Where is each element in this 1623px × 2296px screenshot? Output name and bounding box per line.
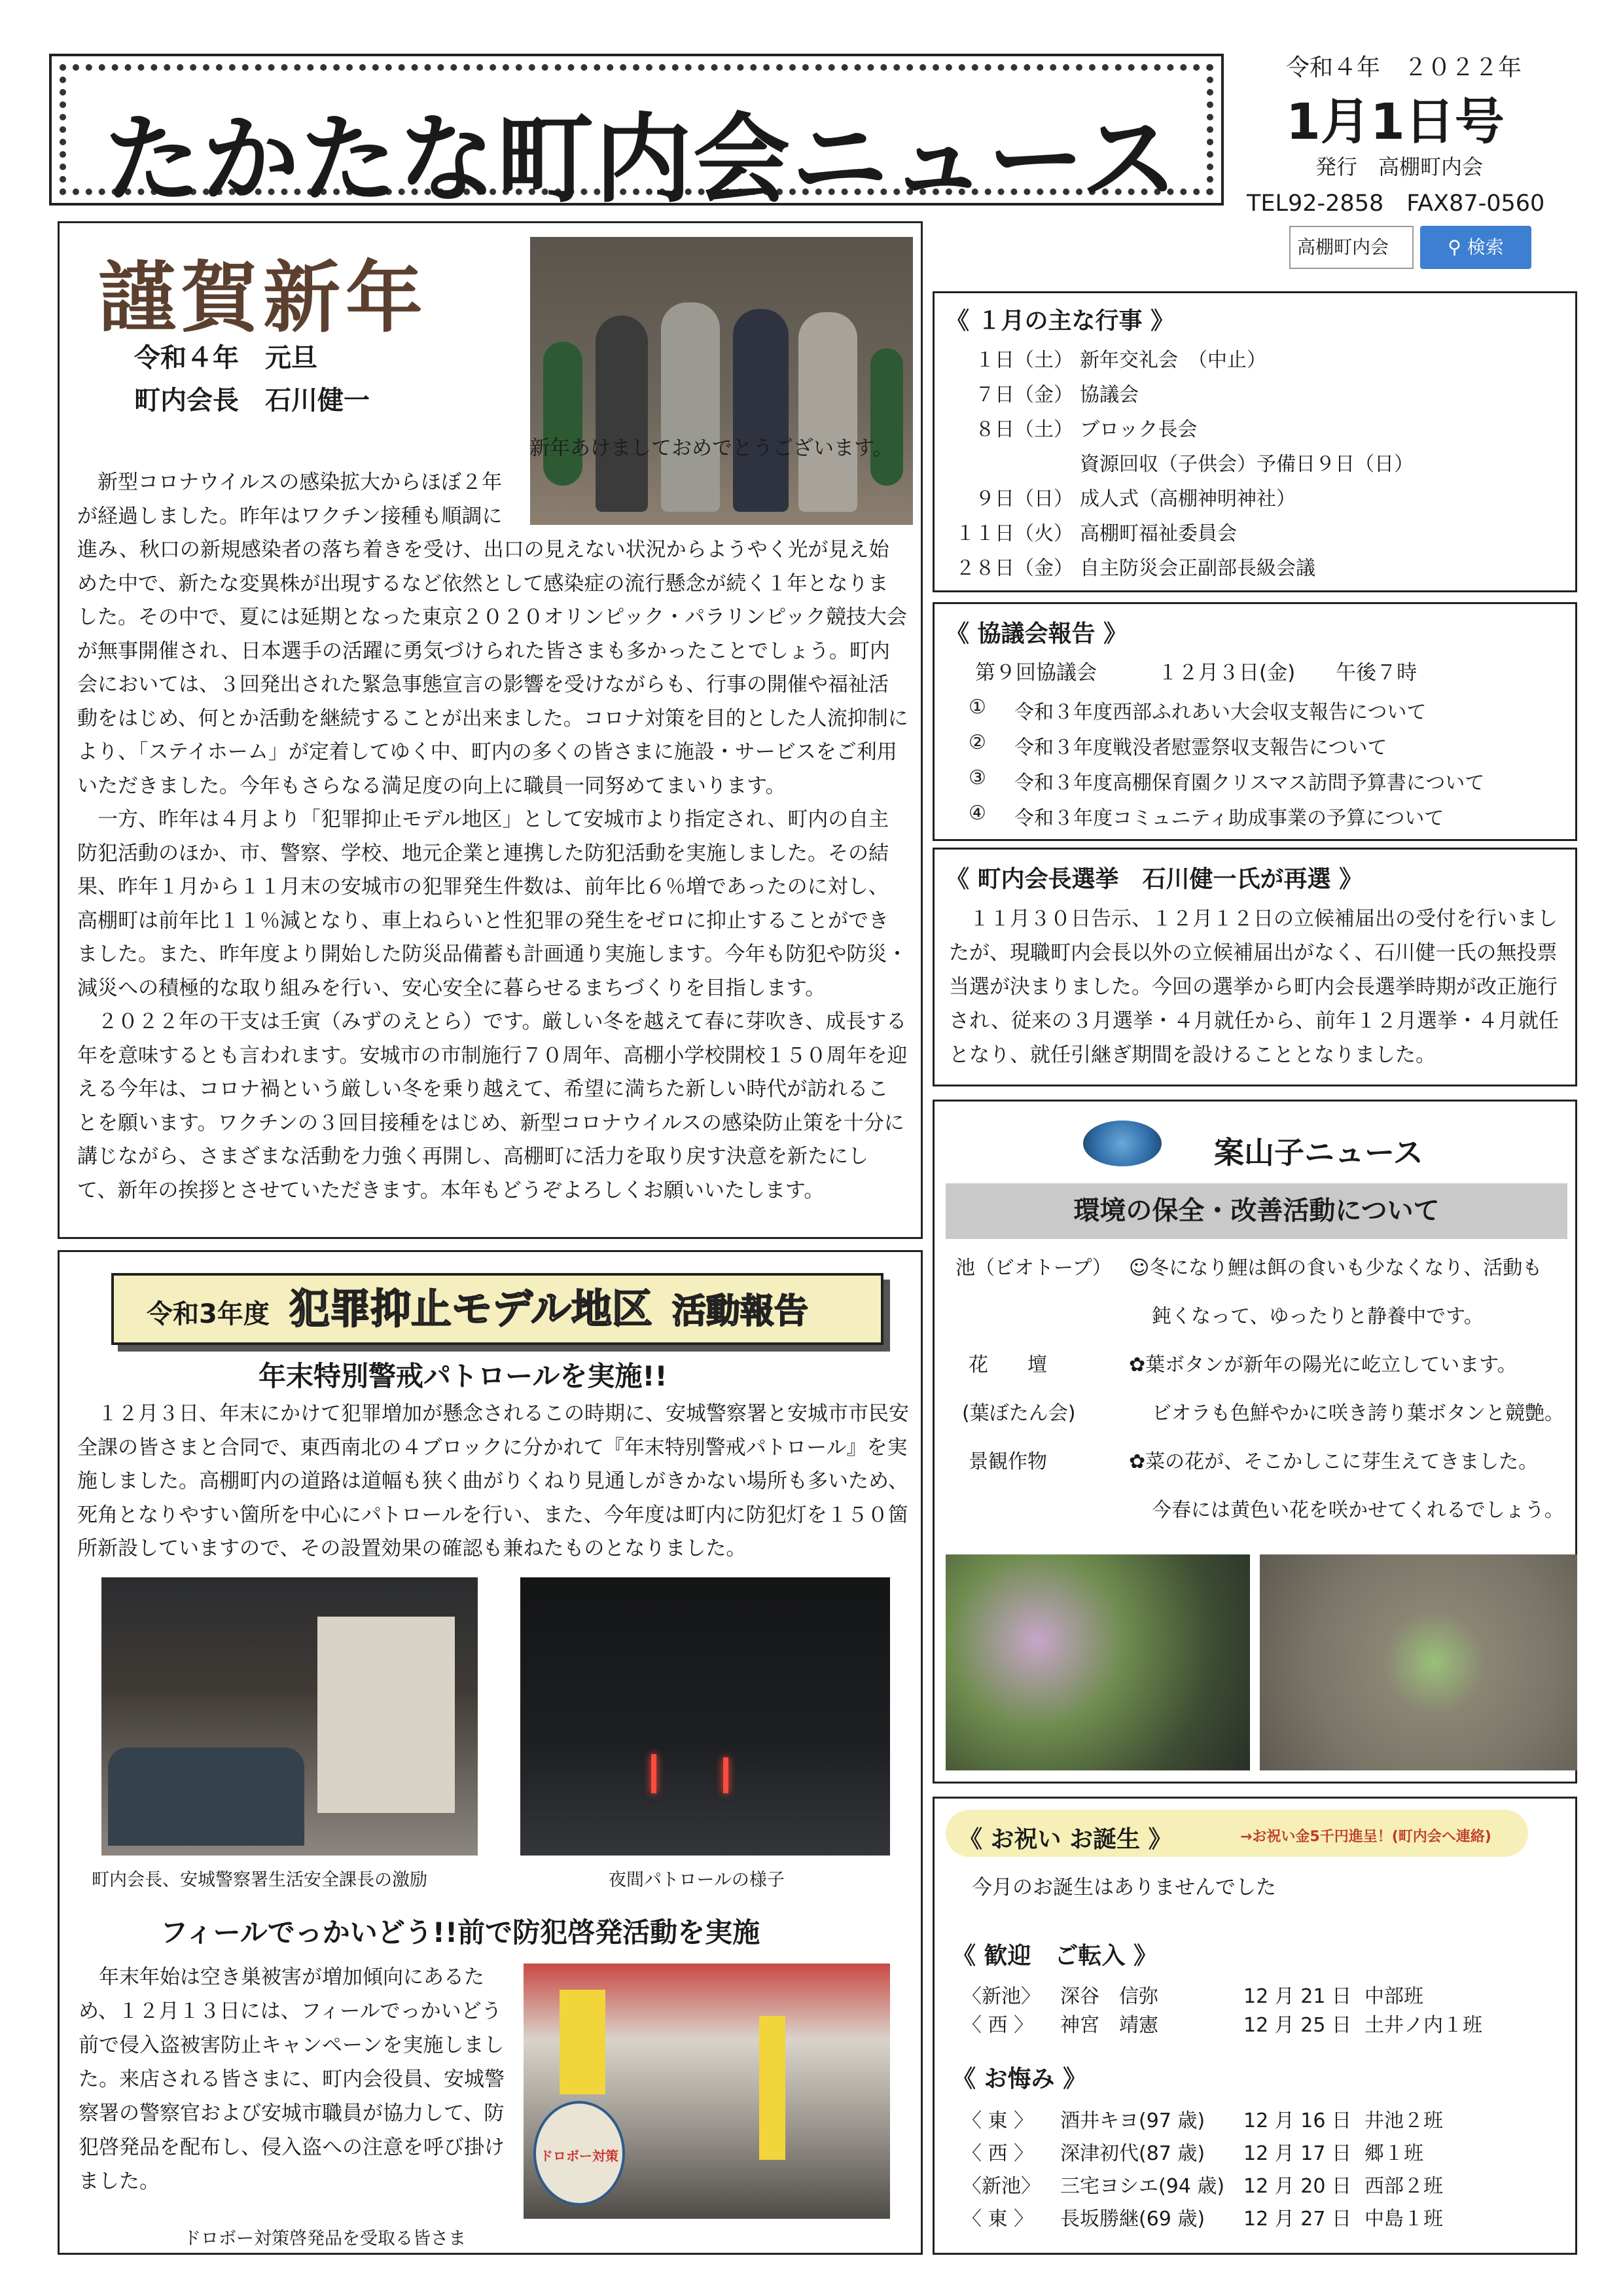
events-heading: 《 １月の主な行事 》 <box>946 308 1175 334</box>
search-icon: ⚲ <box>1448 236 1467 258</box>
welcome-list <box>962 1980 1571 2045</box>
greeting-author: 町内会長 石川健一 <box>134 386 370 416</box>
welcome-name: 神宮 靖憲 <box>1060 2014 1158 2037</box>
rapeseed-sprout-photo <box>1260 1554 1577 1770</box>
patrol-body-wrap <box>77 1397 912 1566</box>
issue-number: 1月1日号 <box>1286 92 1505 151</box>
council-item-text: 令和３年度高棚保育園クリスマス訪問予算書について <box>1014 772 1485 795</box>
council-meeting: 第９回協議会 １２月３日(金) 午後７時 <box>975 661 1418 685</box>
welcome-date: 12 月 21 日 <box>1243 1985 1351 2008</box>
poster-badge: ドロボー対策 <box>533 2101 625 2206</box>
condolence-area: 〈 東 〉 <box>962 2208 1034 2231</box>
greeting-paragraph-4: ２０２２年の干支は壬寅（みずのえとら）です。厳しい冬を越えて春に芽吹き、成長する年を意味するとも言われます。安城市の市制施行７０周年、高棚小学校開校１５０周年を迎える今年は、コロナ禍という厳しい冬を乗り越えて、希望に満ちた新しい時代が訪れることを願います。ワクチンの３回目接種をはじめ、新型コロナウイルスの感染防止策を十分に講じながら、さまざまな活動を力強く再開し、高棚町に活力を取り戻す決意を新たにして、新年の挨拶とさせていただきます。本年もどうぞよろしくお願いいたします。 <box>77 1010 908 1202</box>
condolence-heading: 《 お悔み 》 <box>952 2066 1087 2092</box>
condolence-date: 12 月 16 日 <box>1243 2109 1351 2132</box>
council-heading: 《 協議会報告 》 <box>946 620 1128 647</box>
patrol-briefing-caption: 町内会長、安城警察署生活安全課長の激励 <box>92 1870 427 1890</box>
masthead <box>49 54 1224 216</box>
council-item-number: ① <box>969 696 986 719</box>
publisher: 発行 高棚町内会 <box>1315 154 1484 179</box>
event-text: 資源回収（子供会）予備日９日（日） <box>1080 453 1414 476</box>
council-item-number: ② <box>969 731 986 754</box>
council-item-number: ④ <box>969 802 986 825</box>
condolence-place: 中島１班 <box>1364 2208 1443 2231</box>
welcome-heading: 《 歓迎 ご転入 》 <box>952 1943 1158 1969</box>
scarecrow-text: ☺冬になり鯉は餌の食いも少なくなり、活動も <box>1129 1257 1543 1280</box>
welcome-name: 深谷 信弥 <box>1060 1985 1158 2008</box>
condolence-area: 〈 西 〉 <box>962 2142 1034 2165</box>
crime-banner <box>111 1273 883 1345</box>
feel-body: 年末年始は空き巣被害が増加傾向にあるため、１２月１３日には、フィールでっかいどう前で侵入盗被害防止キャンペーンを実施しました。来店される皆さまに、町内会役員、安城警察署の警察官および安城市職員が協力して、防犯啓発品を配布し、侵入盗への注意を呼び掛けました。 <box>79 1965 505 2193</box>
scarecrow-label: 景観作物 <box>969 1450 1047 1473</box>
event-text: 新年交礼会 （中止） <box>1080 349 1266 372</box>
greeting-heading: 謹賀新年 <box>98 252 429 343</box>
feel-photo-caption: ドロボー対策啓発品を受取る皆さま <box>183 2229 466 2249</box>
celebration-body: 今月のお誕生はありませんでした <box>972 1876 1276 1899</box>
era-year: 令和４年 ２０２２年 <box>1286 54 1522 81</box>
condolence-name: 長坂勝継(69 歳) <box>1060 2208 1205 2231</box>
welcome-date: 12 月 25 日 <box>1243 2014 1351 2037</box>
welcome-area: 〈 西 〉 <box>962 2014 1034 2037</box>
welcome-place: 土井ノ内１班 <box>1364 2014 1482 2037</box>
scarecrow-text: 今春には黄色い花を咲かせてくれるでしょう。 <box>1152 1499 1564 1522</box>
scarecrow-subheading: 環境の保全・改善活動について <box>946 1183 1567 1239</box>
event-date: １日（土） <box>975 349 1073 372</box>
scarecrow-label: 花 壇 <box>969 1354 1047 1376</box>
condolence-date: 12 月 20 日 <box>1243 2175 1351 2198</box>
scarecrow-rows <box>949 1251 1571 1539</box>
scarecrow-heading: 案山子ニュース <box>1214 1135 1423 1170</box>
scarecrow-text: ✿葉ボタンが新年の陽光に屹立しています。 <box>1129 1354 1517 1376</box>
event-text: 自主防災会正副部長級会議 <box>1080 557 1315 580</box>
welcome-place: 中部班 <box>1364 1985 1423 2008</box>
crime-banner-year: 令和3年度 <box>147 1299 270 1329</box>
event-text: 成人式（高棚神明神社） <box>1080 488 1296 511</box>
election-body-wrap <box>949 902 1564 1072</box>
celebration-note: →お祝い金5千円進呈！(町内会へ連絡) <box>1240 1829 1491 1845</box>
condolence-date: 12 月 17 日 <box>1243 2142 1351 2165</box>
greeting-paragraph-2: 新型コロナウイルスの感染拡大からほぼ２年が経過しました。昨年はワクチン接種も順調に進み、秋口の新規感染者の落ち着きを受け、出口の見えない状況からようやく光が見え始めた中で、新たな変異株が出現するなど依然として感染症の流行懸念が続く１年となりました。その中で、夏には延期となった東京２０２０オリンピック・パラリンピック競技大会が無事開催され、日本選手の活躍に勇気づけられた皆さまも多かったことでしょう。町内会においては、３回発出された緊急事態宣言の影響を受けながらも、行事の開催や福祉活動をはじめ、何とか活動を継続することが出来ました。コロナ対策を目的とした人流抑制により、「ステイホーム」が定着してゆく中、町内の多くの皆さまに施設・サービスをご利用いただきました。今年もさらなる満足度の向上に職員一同努めてまいります。 <box>77 471 908 798</box>
greeting-date: 令和４年 元旦 <box>134 343 317 373</box>
council-item-text: 令和３年度西部ふれあい大会収支報告について <box>1014 701 1427 724</box>
scarecrow-text: ✿菜の花が、そこかしこに芽生えてきました。 <box>1129 1450 1539 1473</box>
contact-info: TEL92-2858 FAX87-0560 <box>1247 190 1545 217</box>
event-date: ８日（土） <box>975 418 1073 441</box>
condolence-place: 西部２班 <box>1364 2175 1443 2198</box>
search-input[interactable]: 高棚町内会 <box>1289 226 1414 269</box>
condolence-name: 深津初代(87 歳) <box>1060 2142 1205 2165</box>
event-date: １１日（火） <box>955 522 1073 545</box>
patrol-body: １２月３日、年末にかけて犯罪増加が懸念されるこの時期に、安城警察署と安城市市民安全課の皆さまと合同で、東西南北の４ブロックに分かれて『年末特別警戒パトロール』を実施しました。高棚町内の道路は道幅も狭く曲がりくねり見通しがきかない場所も多いため、死角となりやすい箇所を中心にパトロールを行い、また、今年度は町内に防犯灯を１５０箇所新設していますので、その設置効果の確認も兼ねたものとなりました。 <box>77 1402 909 1560</box>
greeting-body <box>77 432 908 466</box>
condolence-name: 三宅ヨシエ(94 歳) <box>1060 2175 1225 2198</box>
event-text: 高棚町福祉委員会 <box>1080 522 1237 545</box>
condolence-place: 郷１班 <box>1364 2142 1423 2165</box>
feel-heading: フィールでっかいどう!!前で防犯啓発活動を実施 <box>160 1916 760 1948</box>
greeting-paragraph-1: 新年あけましておめでとうございます。 <box>529 437 893 460</box>
event-date: ９日（日） <box>975 488 1073 511</box>
condolence-date: 12 月 27 日 <box>1243 2208 1351 2231</box>
condolence-list <box>962 2104 1571 2242</box>
night-patrol-caption: 夜間パトロールの様子 <box>609 1870 785 1890</box>
night-patrol-photo <box>520 1577 890 1856</box>
events-list <box>942 344 1564 586</box>
patrol-briefing-photo <box>101 1577 478 1856</box>
scarecrow-text: ビオラも色鮮やかに咲き誇り葉ボタンと競艶。 <box>1152 1402 1564 1425</box>
welcome-area: 〈新池〉 <box>962 1985 1041 2008</box>
event-text: ブロック長会 <box>1080 418 1198 441</box>
condolence-area: 〈新池〉 <box>962 2175 1041 2198</box>
council-item-text: 令和３年度戦没者慰霊祭収支報告について <box>1014 736 1387 759</box>
greeting-body-main <box>77 466 908 1208</box>
crime-banner-tail: 活動報告 <box>671 1292 808 1331</box>
scarecrow-label: (葉ぼたん会) <box>962 1402 1076 1425</box>
election-heading: 《 町内会長選挙 石川健一氏が再選 》 <box>946 866 1363 893</box>
council-item-text: 令和３年度コミュニティ助成事業の予算について <box>1014 807 1444 830</box>
newsletter-title: たかたな町内会ニュース <box>104 103 1179 216</box>
council-item-number: ③ <box>969 766 986 789</box>
condolence-area: 〈 東 〉 <box>962 2109 1034 2132</box>
scarecrow-text: 鈍くなって、ゆったりと静養中です。 <box>1152 1305 1484 1328</box>
crime-banner-main: 犯罪抑止モデル地区 <box>289 1285 652 1333</box>
event-date: ２８日（金） <box>955 557 1073 580</box>
flower-bed-photo <box>946 1554 1250 1770</box>
search-button[interactable] <box>1420 226 1531 269</box>
condolence-name: 酒井キヨ(97 歳) <box>1060 2109 1205 2132</box>
council-items <box>969 696 1571 833</box>
feel-campaign-photo <box>524 1964 890 2219</box>
greeting-paragraph-3: 一方、昨年は４月より「犯罪抑止モデル地区」として安城市より指定され、町内の自主防犯活動のほか、市、警察、学校、地元企業と連携した防犯活動を実施しました。その結果、昨年１月から１１月末の安城市の犯罪発生件数は、前年比６％増であったのに対し、高棚町は前年比１１％減となり、車上ねらいと性犯罪の発生をゼロに抑止することができました。また、昨年度より開始した防災品備蓄も計画通り実施します。今年も防犯や防災・減災への積極的な取り組みを行い、安心安全に暮らせるまちづくりを目指します。 <box>77 808 908 1000</box>
election-body: １１月３０日告示、１２月１２日の立候補届出の受付を行いましたが、現職町内会長以外の立候補届出がなく、石川健一氏の無投票当選が決まりました。今回の選挙から町内会長選挙時期が改正施行され、従来の３月選挙・４月就任から、前年１２月選挙・４月就任となり、就任引継ぎ期間を設けることとなりました。 <box>949 907 1559 1067</box>
patrol-heading: 年末特別警戒パトロールを実施!! <box>259 1360 668 1392</box>
scarecrow-label: 池（ビオトープ） <box>955 1257 1112 1280</box>
event-date: ７日（金） <box>975 384 1073 406</box>
celebration-heading: 《 お祝い お誕生 》 <box>959 1826 1172 1853</box>
event-text: 協議会 <box>1080 384 1139 406</box>
scarecrow-logo <box>1083 1121 1162 1166</box>
search-button-label: 検索 <box>1467 236 1504 258</box>
condolence-place: 井池２班 <box>1364 2109 1443 2132</box>
feel-body-wrap <box>79 1960 510 2198</box>
